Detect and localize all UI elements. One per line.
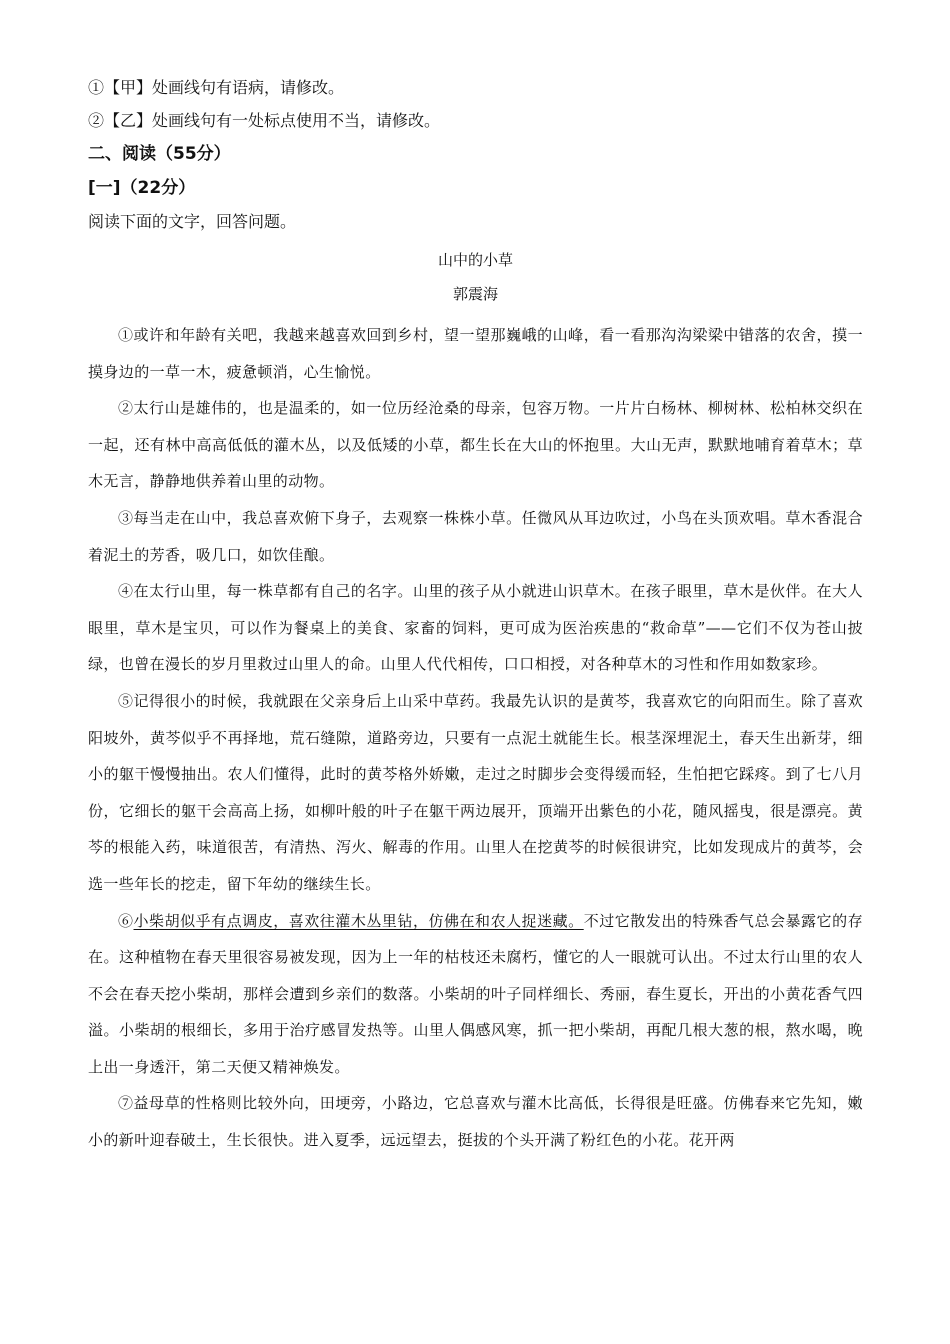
- paragraph-6-number: ⑥: [118, 911, 134, 930]
- underlined-sentence: 小柴胡似乎有点调皮，喜欢往灌木丛里钻，仿佛在和农人捉迷藏。: [133, 911, 584, 930]
- paragraph-1: ①或许和年龄有关吧，我越来越喜欢回到乡村，望一望那巍峨的山峰，看一看那沟沟梁梁中错落的农舍，摸一摸身边的一草一木，疲惫顿消，心生愉悦。: [88, 326, 863, 381]
- exam-page: [88, 78, 863, 1159]
- article-title: 山中的小草: [437, 251, 513, 269]
- section-title: 二、阅读（55分）: [88, 144, 231, 164]
- paragraph-5: ⑤记得很小的时候，我就跟在父亲身后上山采中草药。我最先认识的是黄芩，我喜欢它的向阳而生。除了喜欢阳坡外，黄芩似乎不再择地，荒石缝隙，道路旁边，只要有一点泥土就能生长。根茎深埋泥土，春天生出新芽，细小的躯干慢慢抽出。农人们懂得，此时的黄芩格外娇嫩，走过之时脚步会变得缓而轻，生怕把它踩疼。到了七八月份，它细长的躯干会高高上扬，如柳叶般的叶子在躯干两边展开，顶端开出紫色的小花，随风摇曳，很是漂亮。黄芩的根能入药，味道很苦，有清热、泻火、解毒的作用。山里人在挖黄芩的时候很讲究，比如发现成片的黄芩，会选一些年长的挖走，留下年幼的继续生长。: [88, 691, 863, 893]
- paragraph-6-body: 不过它散发出的特殊香气总会暴露它的存在。这种植物在春天里很容易被发现，因为上一年的枯枝还未腐朽，懂它的人一眼就可认出。不过太行山里的农人不会在春天挖小柴胡，那样会遭到乡亲们的数落。小柴胡的叶子同样细长、秀丽，春生夏长，开出的小黄花香气四溢。小柴胡的根细长，多用于治疗感冒发热等。山里人偶感风寒，抓一把小柴胡，再配几根大葱的根，熬水喝，晚上出一身透汗，第二天便又精神焕发。: [88, 911, 863, 1076]
- sub-section-title: [一]（22分）: [88, 178, 196, 198]
- article-author: 郭震海: [452, 285, 498, 303]
- paragraph-7: ⑦益母草的性格则比较外向，田埂旁，小路边，它总喜欢与灌木比高低，长得很是旺盛。仿佛春来它先知，嫩小的新叶迎春破土，生长很快。进入夏季，远远望去，挺拔的个头开满了粉红色的小花。花开两: [88, 1094, 863, 1150]
- paragraph-2: ②太行山是雄伟的，也是温柔的，如一位历经沧桑的母亲，包容万物。一片片白杨林、柳树林、松柏林交织在一起，还有林中高高低低的灌木丛，以及低矮的小草，都生长在大山的怀抱里。大山无声，默默地哺育着草木；草木无言，静静地供养着山里的动物。: [88, 399, 863, 491]
- question-1: ①【甲】处画线句有语病，请修改。: [88, 78, 345, 97]
- question-2: ②【乙】处画线句有一处标点使用不当，请修改。: [88, 111, 441, 130]
- paragraph-6: [88, 903, 863, 1086]
- paragraph-3: ③每当走在山中，我总喜欢俯下身子，去观察一株株小草。任微风从耳边吹过，小鸟在头顶欢唱。草木香混合着泥土的芳香，吸几口，如饮佳酿。: [88, 508, 863, 564]
- instruction: 阅读下面的文字，回答问题。: [88, 212, 297, 231]
- paragraph-4: ④在太行山里，每一株草都有自己的名字。山里的孩子从小就进山识草木。在孩子眼里，草木是伙伴。在大人眼里，草木是宝贝，可以作为餐桌上的美食、家畜的饲料，更可成为医治疾患的“救命草”——它们不仅为苍山披绿，也曾在漫长的岁月里救过山里人的命。山里人代代相传，口口相授，对各种草木的习性和作用如数家珍。: [88, 582, 863, 674]
